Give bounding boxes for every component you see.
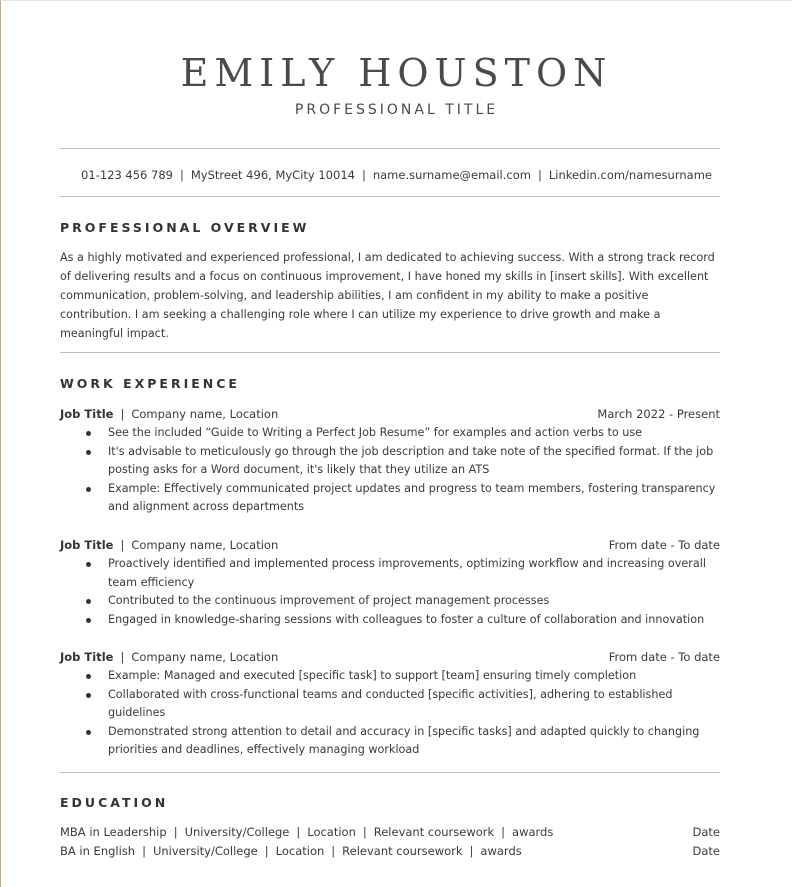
edu-coursework: Relevant coursework xyxy=(342,844,463,858)
contact-linkedin: Linkedin.com/namesurname xyxy=(548,168,712,182)
bullet-item: It's advisable to meticulously go through the job description and take note of the specified format. If the job posting asks for a Word document, it's likely that they utilize an ATS xyxy=(60,443,720,480)
education-entry xyxy=(60,842,720,861)
contact-line xyxy=(1,168,792,182)
job-date: March 2022 - Present xyxy=(597,407,720,421)
experience-heading: WORK EXPERIENCE xyxy=(60,376,240,391)
overview-text: As a highly motivated and experienced professional, I am dedicated to achieving success. With a strong track record of delivering results and a focus on continuous improvement, I have honed my skills in [insert skills]. With excellent communication, problem-solving, and leadership abilities, I am confident in my ability to make a positive contribution. I am seeking a challenging role where I can utilize my experience to drive growth and make a meaningful impact. xyxy=(60,251,715,340)
bullet-item: See the included “Guide to Writing a Perfect Job Resume” for examples and action verbs to use xyxy=(60,424,720,443)
job-separator: | xyxy=(120,650,125,664)
divider xyxy=(60,196,720,197)
job-bullets xyxy=(60,667,720,760)
edu-date: Date xyxy=(692,844,720,858)
edu-separator: | xyxy=(296,825,301,839)
edu-awards: awards xyxy=(512,825,554,839)
edu-location: Location xyxy=(307,825,356,839)
edu-awards: awards xyxy=(480,844,522,858)
job-bullets xyxy=(60,555,720,629)
job-entry xyxy=(60,405,720,517)
job-entry xyxy=(60,536,720,629)
job-date: From date - To date xyxy=(608,650,720,664)
job-company: Company name, Location xyxy=(131,650,279,664)
job-entry xyxy=(60,648,720,760)
bullet-item: Example: Effectively communicated project updates and progress to team members, fostering transparency and alignment across departments xyxy=(60,480,720,517)
job-bullets xyxy=(60,424,720,517)
job-header xyxy=(60,536,720,555)
job-header xyxy=(60,648,720,667)
edu-separator: | xyxy=(264,844,269,858)
edu-coursework: Relevant coursework xyxy=(373,825,495,839)
bullet-item: Demonstrated strong attention to detail and accuracy in [specific tasks] and adapted quickly to changing priorities and deadlines, effectively managing workload xyxy=(60,723,720,760)
candidate-name: EMILY HOUSTON xyxy=(180,51,613,95)
divider xyxy=(60,772,720,773)
contact-address: MyStreet 496, MyCity 10014 xyxy=(190,168,355,182)
bullet-item: Contributed to the continuous improvement of project management processes xyxy=(60,592,720,611)
bullet-item: Example: Managed and executed [specific task] to support [team] ensuring timely completion xyxy=(60,667,720,686)
job-separator: | xyxy=(120,538,125,552)
edu-date: Date xyxy=(692,825,720,839)
bullet-item: Engaged in knowledge-sharing sessions with colleagues to foster a culture of collaboration and innovation xyxy=(60,611,720,630)
job-company: Company name, Location xyxy=(131,538,279,552)
contact-separator: | xyxy=(361,168,366,182)
job-date: From date - To date xyxy=(608,538,720,552)
job-company: Company name, Location xyxy=(131,407,279,421)
bullet-item: Collaborated with cross-functional teams and conducted [specific activities], adhering to established guidelines xyxy=(60,686,720,723)
contact-separator: | xyxy=(537,168,542,182)
contact-separator: | xyxy=(179,168,184,182)
education-entry xyxy=(60,823,720,842)
edu-separator: | xyxy=(331,844,336,858)
edu-school: University/College xyxy=(152,844,258,858)
overview-heading: PROFESSIONAL OVERVIEW xyxy=(60,220,310,235)
bullet-item: Proactively identified and implemented process improvements, optimizing workflow and increasing overall team efficiency xyxy=(60,555,720,592)
divider xyxy=(60,148,720,149)
edu-separator: | xyxy=(142,844,146,858)
edu-separator: | xyxy=(469,844,474,858)
edu-separator: | xyxy=(362,825,367,839)
contact-email: name.surname@email.com xyxy=(372,168,531,182)
job-title: Job Title xyxy=(60,538,114,552)
job-header xyxy=(60,405,720,424)
contact-phone: 01-123 456 789 xyxy=(81,168,173,182)
job-title: Job Title xyxy=(60,650,114,664)
professional-title: PROFESSIONAL TITLE xyxy=(294,102,499,118)
edu-separator: | xyxy=(173,825,178,839)
divider xyxy=(60,352,720,353)
job-title: Job Title xyxy=(60,407,114,421)
edu-degree: BA in English xyxy=(60,844,136,858)
edu-degree: MBA in Leadership xyxy=(60,825,167,839)
education-heading: EDUCATION xyxy=(60,795,169,810)
job-separator: | xyxy=(120,407,125,421)
edu-separator: | xyxy=(501,825,506,839)
edu-location: Location xyxy=(275,844,325,858)
edu-school: University/College xyxy=(184,825,290,839)
